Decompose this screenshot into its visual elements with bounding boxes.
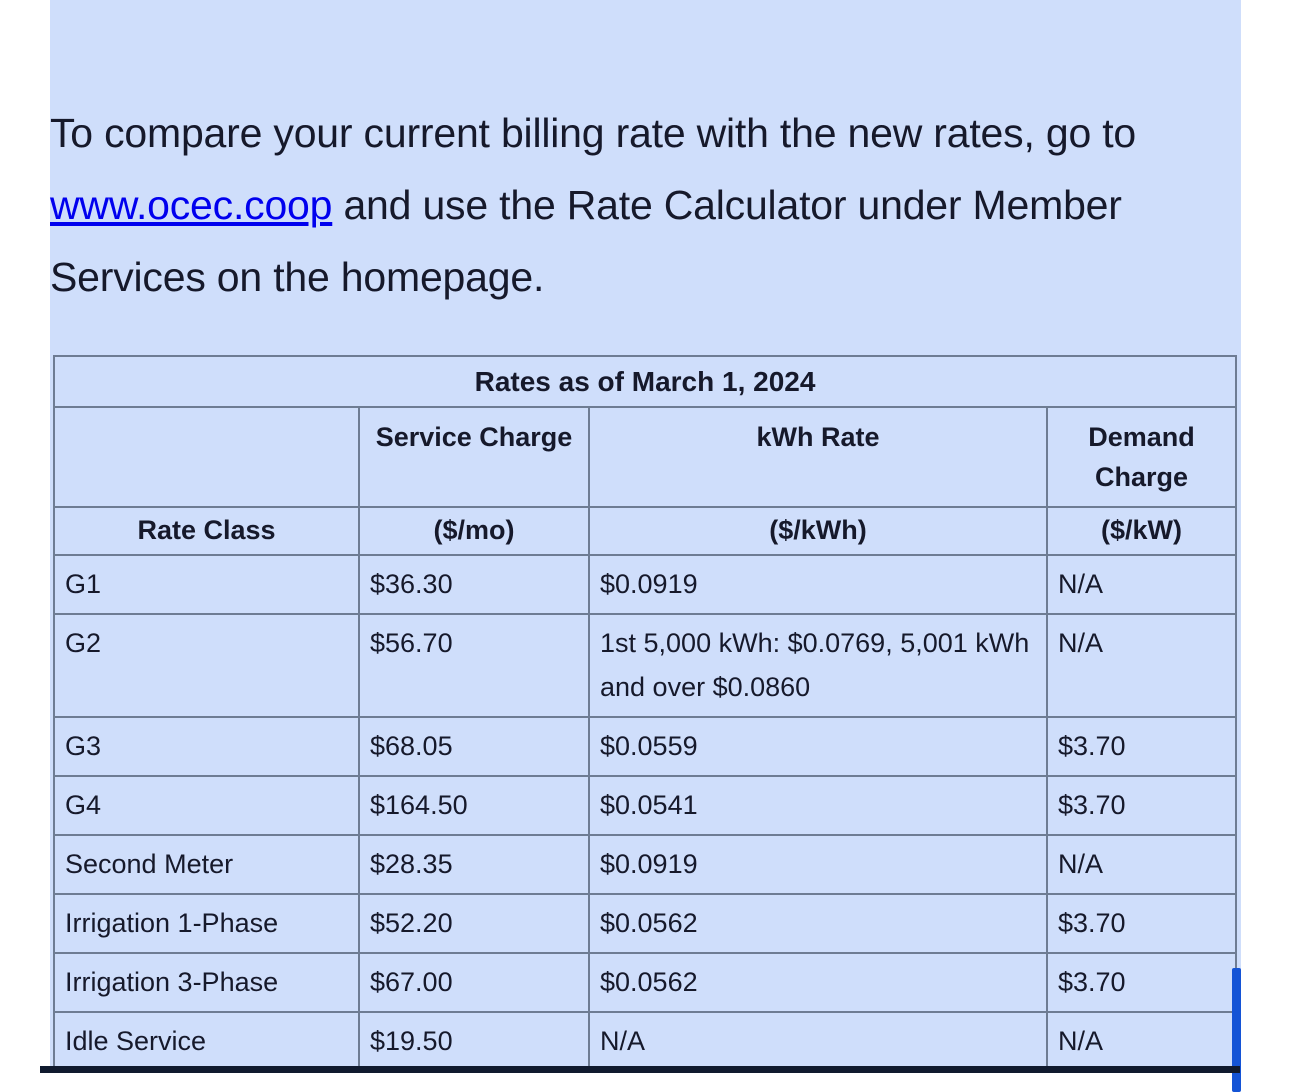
- cell-service-charge: $56.70: [359, 614, 589, 717]
- header-blank: [54, 407, 359, 507]
- cell-kwh-rate: $0.0919: [589, 555, 1047, 614]
- rates-table-body: [54, 555, 1236, 1071]
- cell-kwh-rate: $0.0541: [589, 776, 1047, 835]
- ocec-website-link[interactable]: www.ocec.coop: [50, 182, 333, 228]
- cell-service-charge: $28.35: [359, 835, 589, 894]
- table-row: [54, 1012, 1236, 1071]
- table-row: [54, 555, 1236, 614]
- cell-kwh-rate: $0.0559: [589, 717, 1047, 776]
- cell-service-charge: $19.50: [359, 1012, 589, 1071]
- units-service-charge: ($/mo): [359, 507, 589, 555]
- cell-rate-class: Second Meter: [54, 835, 359, 894]
- left-margin: [0, 0, 50, 1092]
- right-margin: [1241, 0, 1290, 1092]
- table-row: [54, 894, 1236, 953]
- cell-demand-charge: N/A: [1047, 1012, 1236, 1071]
- table-header-row: [54, 407, 1236, 507]
- document-page: [50, 0, 1290, 1066]
- cell-rate-class: G2: [54, 614, 359, 717]
- cell-kwh-rate: $0.0562: [589, 953, 1047, 1012]
- cell-kwh-rate: $0.0919: [589, 835, 1047, 894]
- cell-demand-charge: N/A: [1047, 614, 1236, 717]
- cell-kwh-rate: $0.0562: [589, 894, 1047, 953]
- cell-demand-charge: $3.70: [1047, 717, 1236, 776]
- cell-rate-class: G1: [54, 555, 359, 614]
- cell-service-charge: $164.50: [359, 776, 589, 835]
- cell-rate-class: G4: [54, 776, 359, 835]
- table-row: [54, 835, 1236, 894]
- cell-rate-class: Irrigation 1-Phase: [54, 894, 359, 953]
- rates-table: [53, 355, 1237, 1072]
- table-row: [54, 614, 1236, 717]
- header-demand-charge: Demand Charge: [1047, 407, 1236, 507]
- intro-text-after-link: and use the Rate Calculator under Member Services on the homepage.: [50, 182, 1122, 300]
- intro-paragraph: [50, 97, 1280, 313]
- cell-service-charge: $36.30: [359, 555, 589, 614]
- cell-rate-class: Idle Service: [54, 1012, 359, 1071]
- cell-kwh-rate: N/A: [589, 1012, 1047, 1071]
- intro-text-before-link: To compare your current billing rate with the new rates, go to: [50, 110, 1137, 156]
- cell-rate-class: G3: [54, 717, 359, 776]
- header-service-charge: Service Charge: [359, 407, 589, 507]
- units-demand-charge: ($/kW): [1047, 507, 1236, 555]
- table-row: [54, 953, 1236, 1012]
- scrollbar-thumb[interactable]: [1232, 968, 1241, 1092]
- units-kwh-rate: ($/kWh): [589, 507, 1047, 555]
- cell-demand-charge: $3.70: [1047, 776, 1236, 835]
- table-row: [54, 717, 1236, 776]
- cell-rate-class: Irrigation 3-Phase: [54, 953, 359, 1012]
- table-row: [54, 776, 1236, 835]
- table-title-row: [54, 356, 1236, 407]
- cell-demand-charge: $3.70: [1047, 953, 1236, 1012]
- cell-service-charge: $52.20: [359, 894, 589, 953]
- cell-demand-charge: N/A: [1047, 555, 1236, 614]
- header-kwh-rate: kWh Rate: [589, 407, 1047, 507]
- cell-service-charge: $68.05: [359, 717, 589, 776]
- units-rate-class: Rate Class: [54, 507, 359, 555]
- table-title: Rates as of March 1, 2024: [54, 356, 1236, 407]
- cell-service-charge: $67.00: [359, 953, 589, 1012]
- cell-kwh-rate: 1st 5,000 kWh: $0.0769, 5,001 kWh and over $0.0860: [589, 614, 1047, 717]
- cell-demand-charge: N/A: [1047, 835, 1236, 894]
- bottom-divider: [40, 1066, 1240, 1073]
- cell-demand-charge: $3.70: [1047, 894, 1236, 953]
- table-units-row: [54, 507, 1236, 555]
